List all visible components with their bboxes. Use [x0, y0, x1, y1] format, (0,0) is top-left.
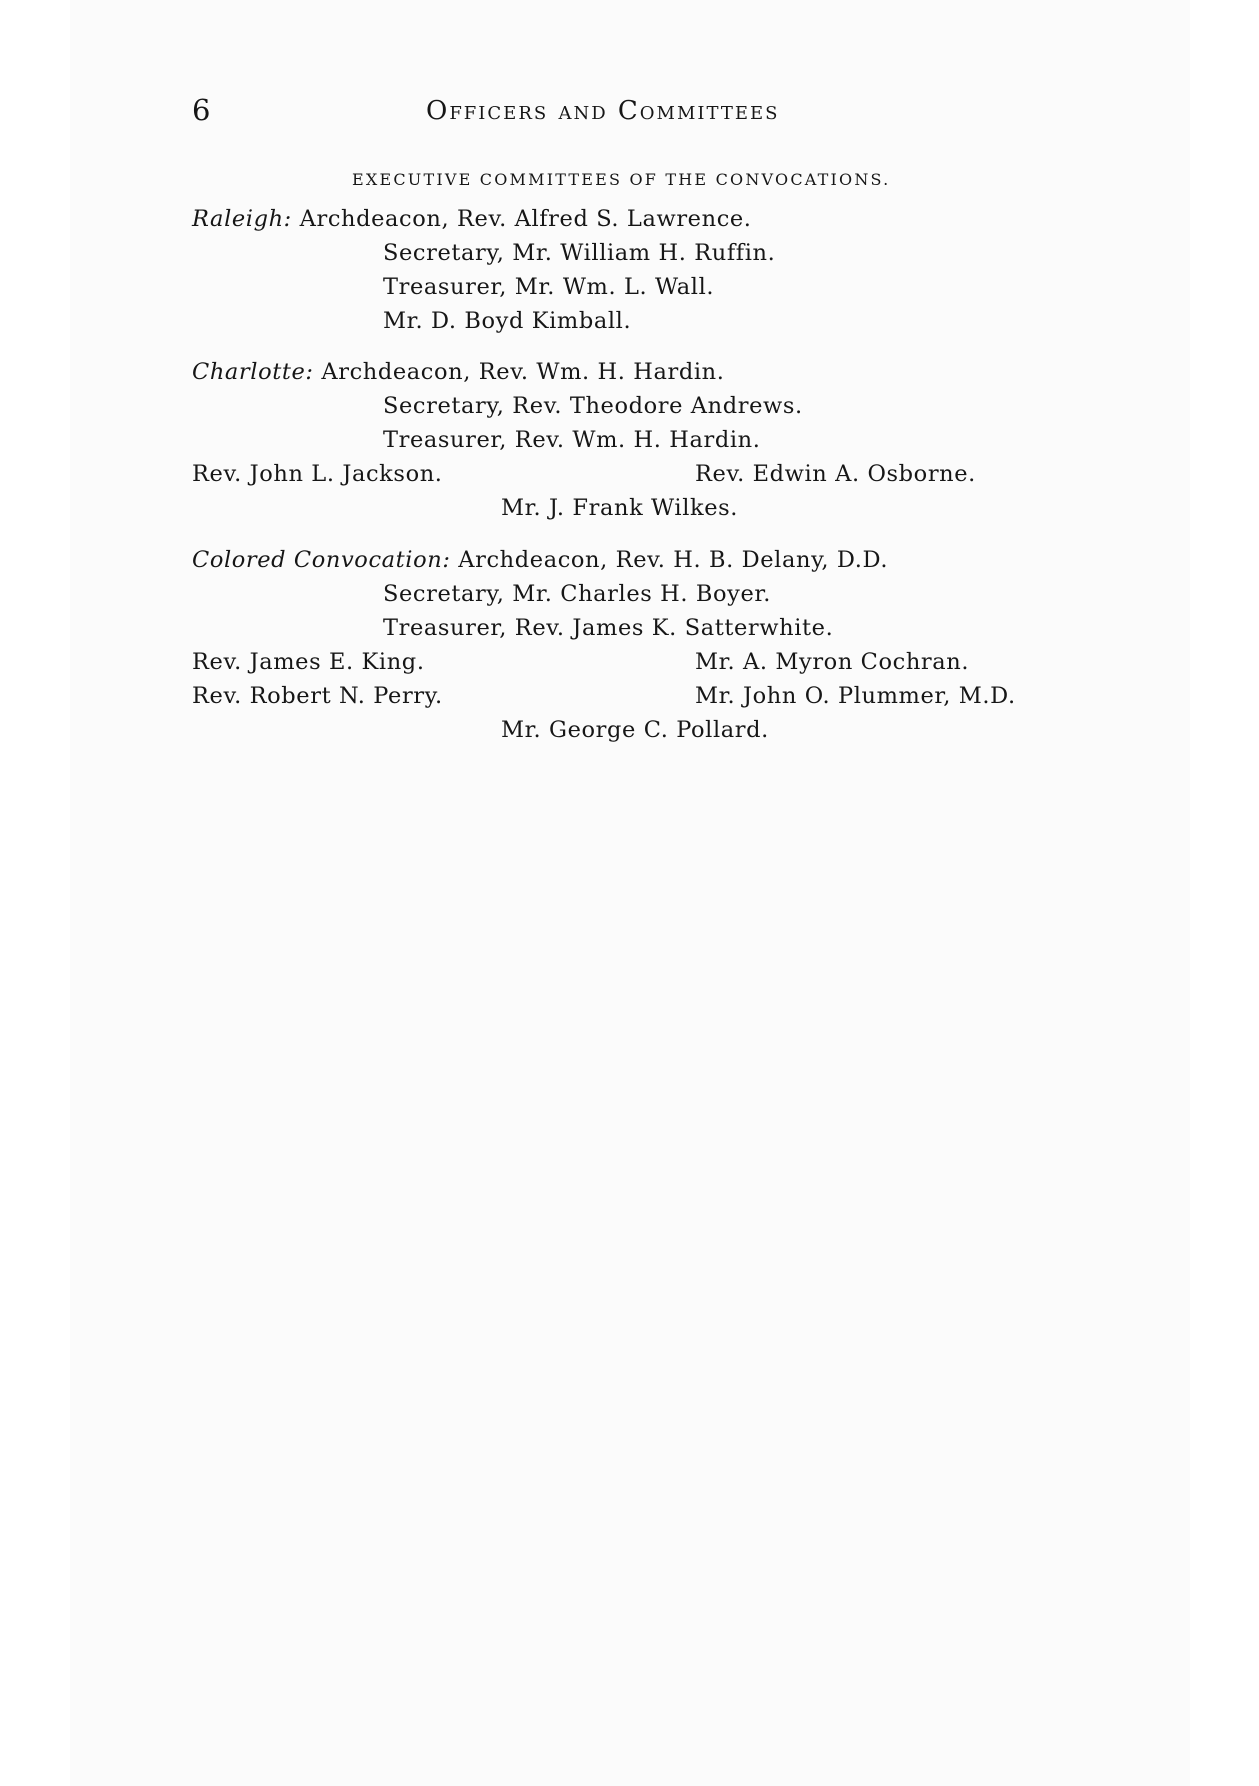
- charlotte-member-left: Rev. John L. Jackson.: [192, 461, 443, 487]
- running-head: Officers and Committees: [426, 96, 780, 126]
- raleigh-entry: [192, 208, 752, 231]
- colored-secretary: Secretary, Mr. Charles H. Boyer.: [383, 581, 772, 607]
- colored-member-left-2: Rev. Robert N. Perry.: [192, 683, 443, 709]
- charlotte-secretary: Secretary, Rev. Theodore Andrews.: [383, 393, 803, 419]
- raleigh-place-label: Raleigh:: [192, 206, 292, 232]
- charlotte-treasurer: Treasurer, Rev. Wm. H. Hardin.: [383, 427, 761, 453]
- charlotte-archdeacon: Archdeacon, Rev. Wm. H. Hardin.: [321, 359, 725, 385]
- colored-treasurer: Treasurer, Rev. James K. Satterwhite.: [383, 615, 834, 641]
- colored-member-right-1: Mr. A. Myron Cochran.: [695, 649, 970, 675]
- page-number: 6: [192, 93, 211, 127]
- raleigh-treasurer: Treasurer, Mr. Wm. L. Wall.: [383, 274, 715, 300]
- colored-place-label: Colored Convocation:: [192, 547, 451, 573]
- section-title: EXECUTIVE COMMITTEES OF THE CONVOCATIONS.: [352, 170, 891, 189]
- raleigh-secretary: Secretary, Mr. William H. Ruffin.: [383, 240, 776, 266]
- raleigh-member: Mr. D. Boyd Kimball.: [383, 308, 632, 334]
- document-page: [70, 0, 1190, 1786]
- charlotte-member-center: Mr. J. Frank Wilkes.: [501, 495, 739, 521]
- charlotte-entry: [192, 361, 724, 384]
- colored-member-right-2: Mr. John O. Plummer, M.D.: [695, 683, 1016, 709]
- colored-member-center: Mr. George C. Pollard.: [501, 717, 769, 743]
- raleigh-archdeacon: Archdeacon, Rev. Alfred S. Lawrence.: [299, 206, 752, 232]
- colored-entry: [192, 549, 888, 572]
- colored-member-left-1: Rev. James E. King.: [192, 649, 425, 675]
- colored-archdeacon: Archdeacon, Rev. H. B. Delany, D.D.: [458, 547, 889, 573]
- charlotte-member-right: Rev. Edwin A. Osborne.: [695, 461, 976, 487]
- charlotte-place-label: Charlotte:: [192, 359, 314, 385]
